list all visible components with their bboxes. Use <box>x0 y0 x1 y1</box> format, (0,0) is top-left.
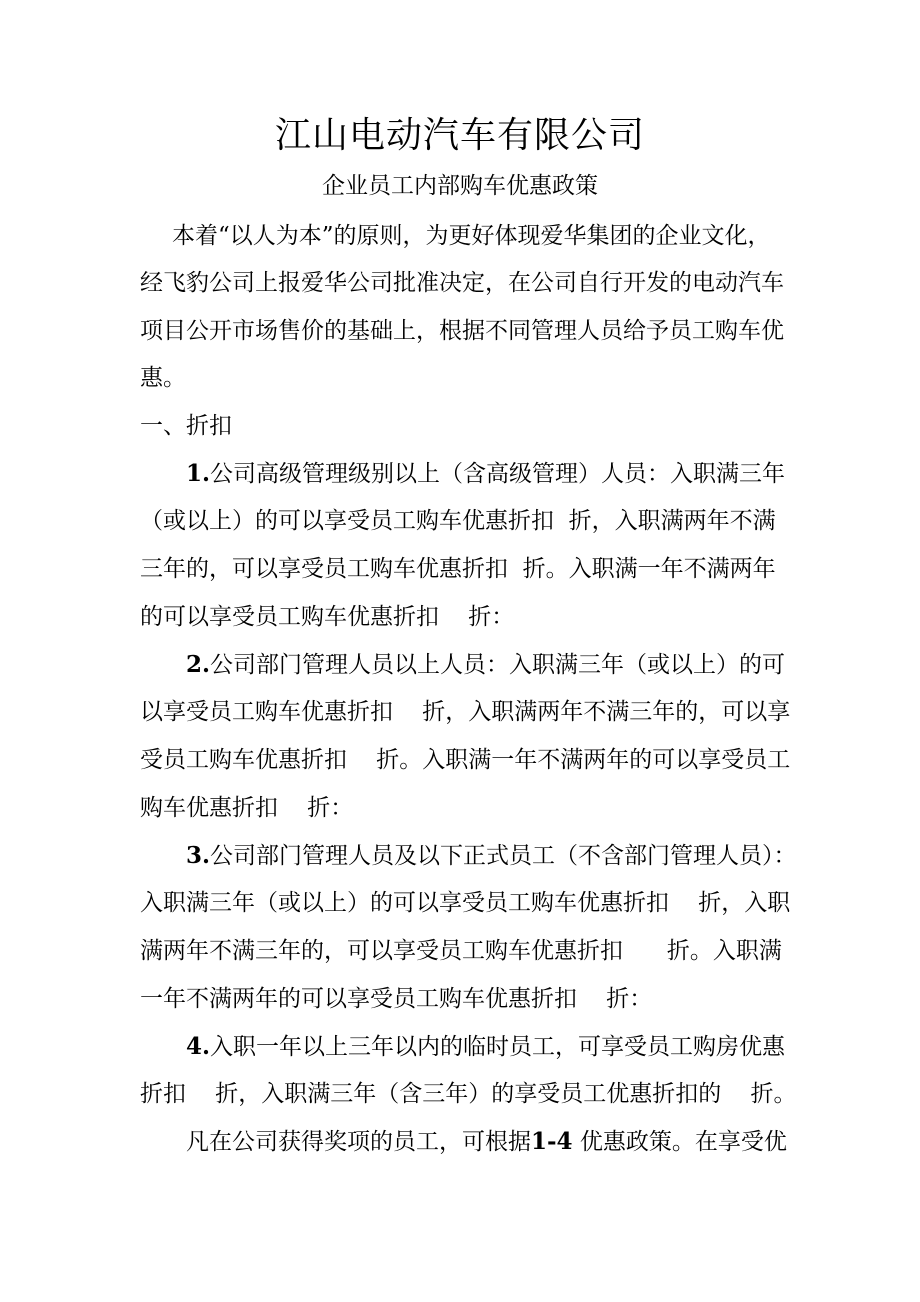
item-2-line-4: 购车优惠折扣 折： <box>140 795 354 821</box>
intro-line-2: 经飞豹公司上报爱华公司批准决定，在公司自行开发的电动汽车 <box>140 270 784 296</box>
document-title: 江山电动汽车有限公司 <box>274 115 645 156</box>
range-reference: 1-4 <box>531 1128 573 1155</box>
item-2-line-3: 受员工购车优惠折扣 折。入职满一年不满两年的可以享受员工 <box>140 747 791 773</box>
item-number: 2. <box>186 651 211 678</box>
item-number: 1. <box>186 460 211 487</box>
awards-line-1: 凡在公司获得奖项的员工，可根据1-4 优惠政策。在享受优 <box>186 1128 787 1155</box>
item-number: 4. <box>186 1033 211 1060</box>
item-1-line-2: （或以上）的可以享受员工购车优惠折扣 折，入职满两年不满 <box>140 508 776 534</box>
item-4-line-1: 4.入职一年以上三年以内的临时员工，可享受员工购房优惠 <box>186 1033 786 1060</box>
item-4-line-2: 折扣 折，入职满三年（含三年）的享受员工优惠折扣的 折。 <box>140 1081 797 1107</box>
intro-line-3: 项目公开市场售价的基础上，根据不同管理人员给予员工购车优 <box>140 318 784 344</box>
section-heading-discount: 一、折扣 <box>140 413 232 439</box>
item-2-line-2: 以享受员工购车优惠折扣 折，入职满两年不满三年的，可以享 <box>140 699 791 725</box>
item-number: 3. <box>186 842 211 869</box>
item-2-line-1: 2.公司部门管理人员以上人员：入职满三年（或以上）的可 <box>186 651 786 678</box>
intro-line-4: 惠。 <box>140 365 186 391</box>
item-1-line-1: 1.公司高级管理级别以上（含高级管理）人员：入职满三年 <box>186 460 786 487</box>
item-3-line-2: 入职满三年（或以上）的可以享受员工购车优惠折扣 折，入职 <box>140 890 791 916</box>
item-3-line-4: 一年不满两年的可以享受员工购车优惠折扣 折： <box>140 986 653 1012</box>
item-3-line-1: 3.公司部门管理人员及以下正式员工（不含部门管理人员）： <box>186 842 797 869</box>
item-3-line-3: 满两年不满三年的，可以享受员工购车优惠折扣 折。入职满 <box>140 938 782 964</box>
document-subtitle: 企业员工内部购车优惠政策 <box>322 173 598 199</box>
item-1-line-3: 三年的，可以享受员工购车优惠折扣 折。入职满一年不满两年 <box>140 556 776 582</box>
item-1-line-4: 的可以享受员工购车优惠折扣 折： <box>140 604 515 630</box>
intro-line-1: 本着“以人为本”的原则，为更好体现爱华集团的企业文化， <box>172 223 771 249</box>
